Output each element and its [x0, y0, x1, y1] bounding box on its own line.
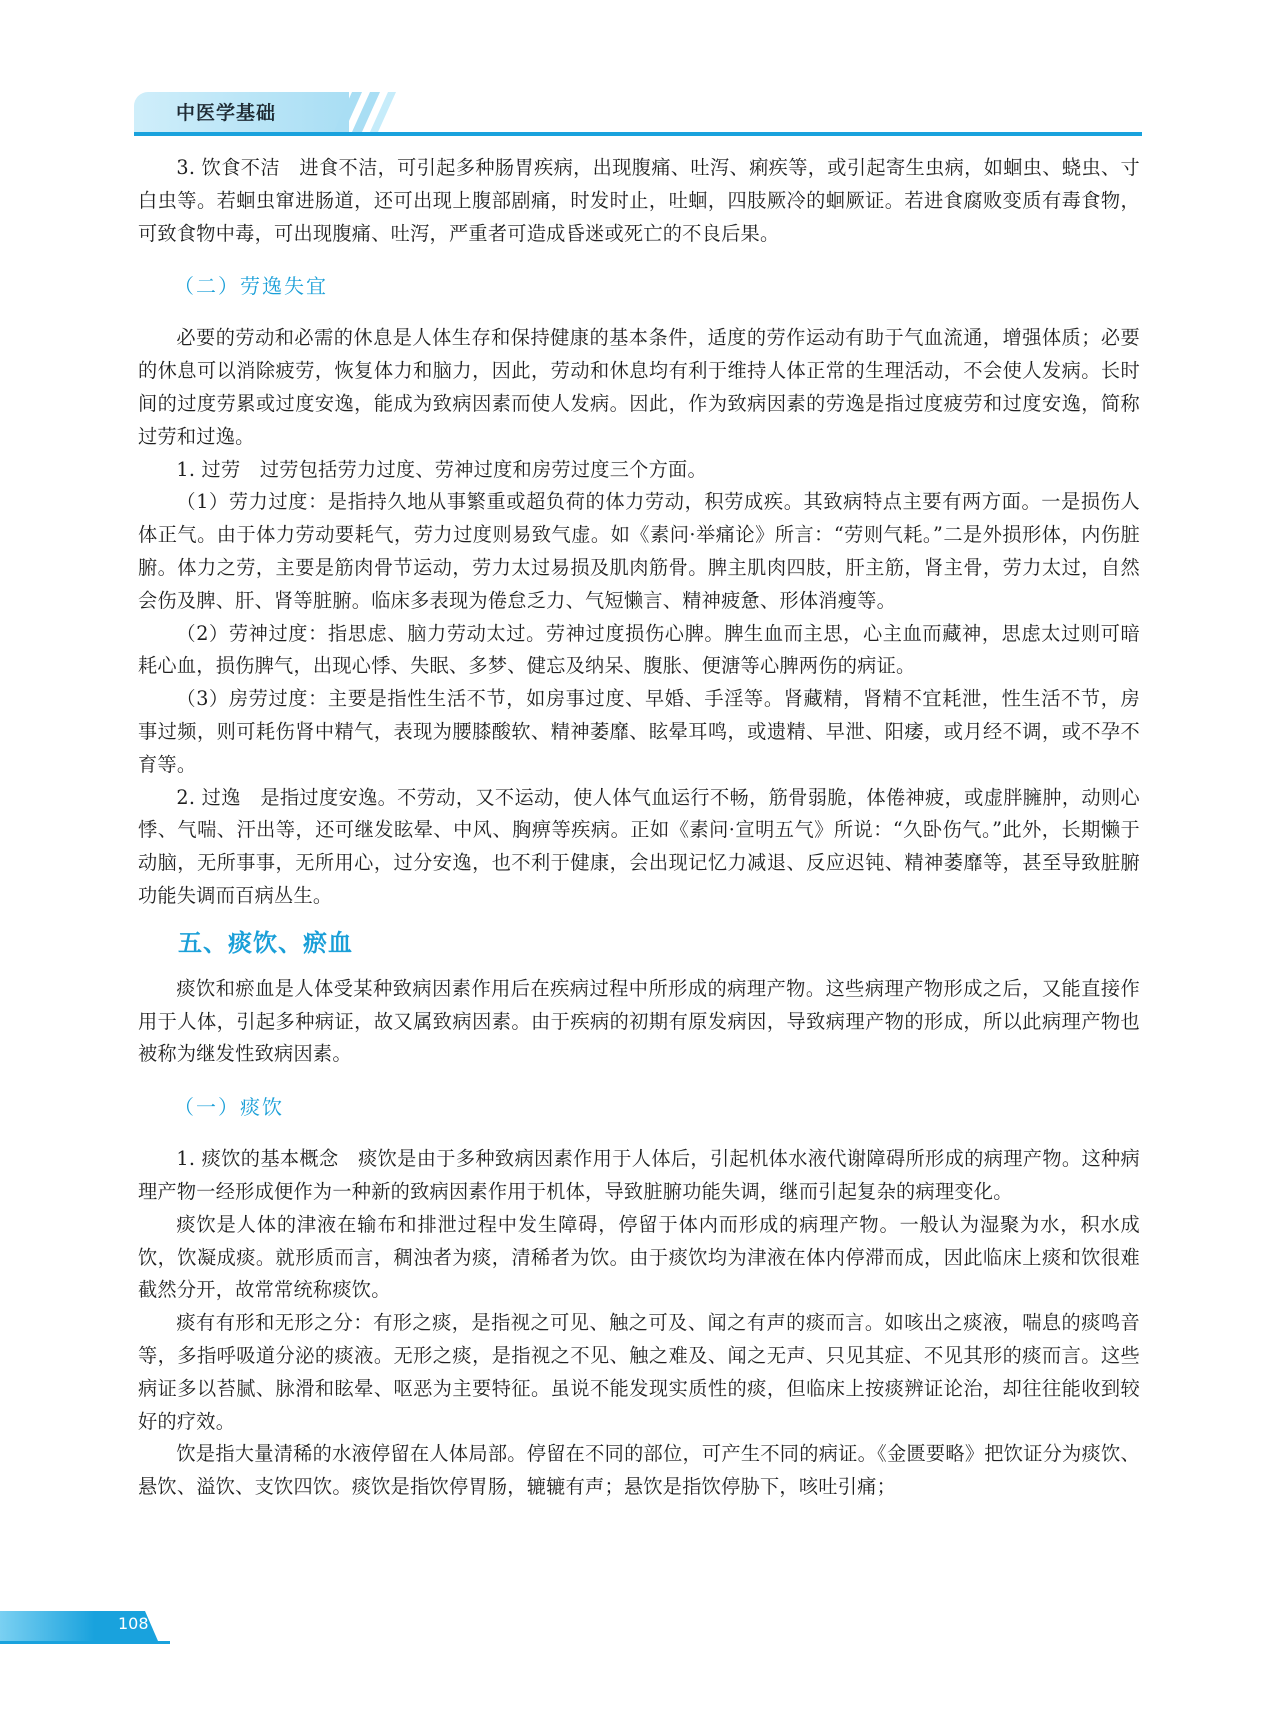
subheading-tanyin: （一）痰饮	[174, 1095, 284, 1120]
page-content	[138, 152, 1140, 1504]
page-header	[0, 0, 1275, 140]
paragraph-yin-types: 饮是指大量清稀的水液停留在人体局部。停留在不同的部位，可产生不同的病证。《金匮要略》把饮证分为痰饮、悬饮、溢饮、支饮四饮。痰饮是指饮停胃肠，辘辘有声；悬饮是指饮停胁下，咳吐引痛；	[138, 1442, 1140, 1499]
paragraph-laoli-guodu: （1）劳力过度：是指持久地从事繁重或超负荷的体力劳动，积劳成疾。其致病特点主要有两方面。一是损伤人体正气。由于体力劳动要耗气，劳力过度则易致气虚。如《素问·举痛论》所言：“劳则气耗。”二是外损形体，内伤脏腑。体力之劳，主要是筋肉骨节运动，劳力太过易损及肌肉筋骨。脾主肌肉四肢，肝主筋，肾主骨，劳力太过，自然会伤及脾、肝、肾等脏腑。临床多表现为倦怠乏力、气短懒言、精神疲惫、形体消瘦等。	[138, 490, 1140, 612]
header-stripes-decoration	[330, 92, 410, 132]
paragraph-guoyi: 2. 过逸 是指过度安逸。不劳动，又不运动，使人体气血运行不畅，筋骨弱脆，体倦神疲，或虚胖臃肿，动则心悸、气喘、汗出等，还可继发眩晕、中风、胸痹等疾病。正如《素问·宣明五气》所说：“久卧伤气。”此外，长期懒于动脑，无所事事，无所用心，过分安逸，也不利于健康，会出现记忆力减退、反应迟钝、精神萎靡等，甚至导致脏腑功能失调而百病丛生。	[138, 785, 1140, 907]
paragraph-tanyin-yuxue-intro: 痰饮和瘀血是人体受某种致病因素作用后在疾病过程中所形成的病理产物。这些病理产物形成之后，又能直接作用于人体，引起多种病证，故又属致病因素。由于疾病的初期有原发病因，导致病理产物的形成，所以此病理产物也被称为继发性致病因素。	[138, 976, 1140, 1066]
paragraph-laoyi-intro: 必要的劳动和必需的休息是人体生存和保持健康的基本条件，适度的劳作运动有助于气血流通，增强体质；必要的休息可以消除疲劳，恢复体力和脑力，因此，劳动和休息均有利于维持人体正常的生理活动，不会使人发病。长时间的过度劳累或过度安逸，能成为致病因素而使人发病。因此，作为致病因素的劳逸是指过度疲劳和过度安逸，简称过劳和过逸。	[138, 326, 1140, 448]
subheading-laoyi-shiyi: （二）劳逸失宜	[174, 274, 328, 299]
paragraph-tanyin-concept: 1. 痰饮的基本概念 痰饮是由于多种致病因素作用于人体后，引起机体水液代谢障碍所形成的病理产物。这种病理产物一经形成便作为一种新的致病因素作用于机体，导致脏腑功能失调，继而引起复杂的病理变化。	[138, 1147, 1140, 1203]
section-heading-tanyin-yuxue: 五、痰饮、瘀血	[178, 928, 353, 957]
header-rule	[134, 132, 1142, 136]
paragraph-tanyin-formation: 痰饮是人体的津液在输布和排泄过程中发生障碍，停留于体内而形成的病理产物。一般认为湿聚为水，积水成饮，饮凝成痰。就形质而言，稠浊者为痰，清稀者为饮。由于痰饮均为津液在体内停滞而成，因此临床上痰和饮很难截然分开，故常常统称痰饮。	[138, 1212, 1140, 1302]
footer-rule	[0, 1641, 170, 1644]
book-title: 中医学基础	[176, 102, 277, 124]
paragraph-guolao: 1. 过劳 过劳包括劳力过度、劳神过度和房劳过度三个方面。	[176, 457, 707, 481]
page-number: 108	[118, 1614, 149, 1633]
paragraph-fanglao-guodu: （3）房劳过度：主要是指性生活不节，如房事过度、早婚、手淫等。肾藏精，肾精不宜耗泄，性生活不节，房事过频，则可耗伤肾中精气，表现为腰膝酸软、精神萎靡、眩晕耳鸣，或遗精、早泄、阳痿，或月经不调，或不孕不育等。	[138, 687, 1140, 776]
paragraph-laoshen-guodu: （2）劳神过度：指思虑、脑力劳动太过。劳神过度损伤心脾。脾生血而主思，心主血而藏神，思虑太过则可暗耗心血，损伤脾气，出现心悸、失眠、多梦、健忘及纳呆、腹胀、便溏等心脾两伤的病证。	[138, 621, 1140, 678]
paragraph-tan-types: 痰有有形和无形之分：有形之痰，是指视之可见、触之可及、闻之有声的痰而言。如咳出之痰液，喘息的痰鸣音等，多指呼吸道分泌的痰液。无形之痰，是指视之不见、触之难及、闻之无声、只见其症、不见其形的痰而言。这些病证多以苔腻、脉滑和眩晕、呕恶为主要特征。虽说不能发现实质性的痰，但临床上按痰辨证论治，却往往能收到较好的疗效。	[138, 1311, 1140, 1433]
paragraph-diet-unclean: 3. 饮食不洁 进食不洁，可引起多种肠胃疾病，出现腹痛、吐泻、痢疾等，或引起寄生虫病，如蛔虫、蛲虫、寸白虫等。若蛔虫窜进肠道，还可出现上腹部剧痛，时发时止，吐蛔，四肢厥冷的蛔厥证。若进食腐败变质有毒食物，可致食物中毒，可出现腹痛、吐泻，严重者可造成昏迷或死亡的不良后果。	[138, 156, 1140, 245]
